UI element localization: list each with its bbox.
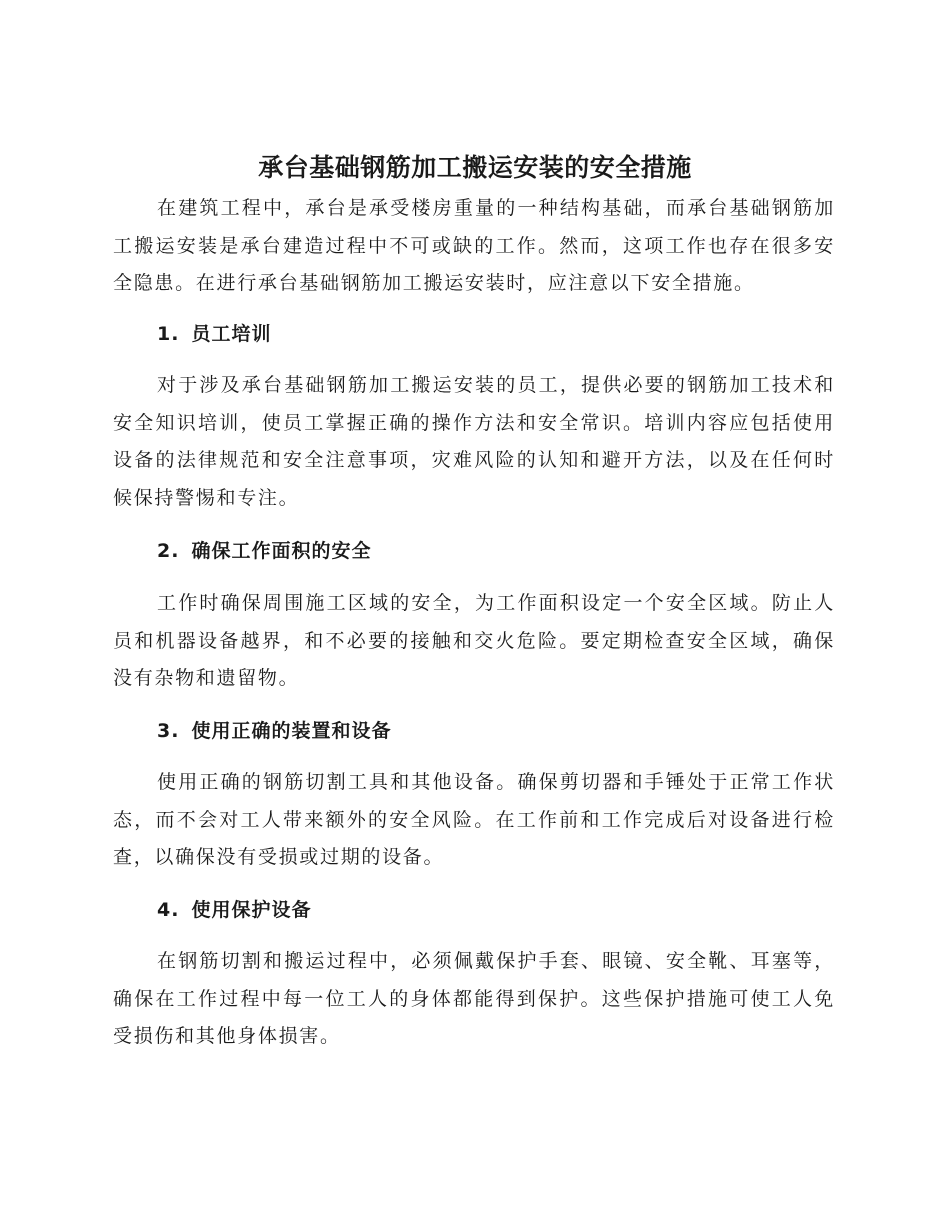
section-number: 3.: [157, 720, 180, 742]
section-body-3: 使用正确的钢筋切割工具和其他设备。确保剪切器和手锤处于正常工作状态，而不会对工人带来额外的安全风险。在工作前和工作完成后对设备进行检查，以确保没有受损或过期的设备。: [113, 771, 835, 868]
section-heading-2: [157, 536, 837, 566]
section-number: 4.: [157, 899, 180, 921]
section-number: 1.: [157, 323, 180, 345]
document-title: 承台基础钢筋加工搬运安装的安全措施: [258, 153, 692, 182]
section-body-2: 工作时确保周围施工区域的安全，为工作面积设定一个安全区域。防止人员和机器设备越界，和不必要的接触和交火危险。要定期检查安全区域，确保没有杂物和遗留物。: [113, 592, 835, 689]
section-heading-4: [157, 895, 837, 925]
section-title: 确保工作面积的安全: [191, 540, 372, 562]
section-body-1: 对于涉及承台基础钢筋加工搬运安装的员工，提供必要的钢筋加工技术和安全知识培训，使员工掌握正确的操作方法和安全常识。培训内容应包括使用设备的法律规范和安全注意事项，灾难风险的认知和避开方法，以及在任何时候保持警惕和专注。: [113, 374, 835, 509]
section-number: 2.: [157, 540, 180, 562]
section-title: 使用保护设备: [191, 899, 312, 921]
intro-paragraph: 在建筑工程中，承台是承受楼房重量的一种结构基础，而承台基础钢筋加工搬运安装是承台建造过程中不可或缺的工作。然而，这项工作也存在很多安全隐患。在进行承台基础钢筋加工搬运安装时，应注意以下安全措施。: [113, 197, 835, 294]
section-title: 使用正确的装置和设备: [191, 720, 392, 742]
section-body-4: 在钢筋切割和搬运过程中，必须佩戴保护手套、眼镜、安全靴、耳塞等，确保在工作过程中每一位工人的身体都能得到保护。这些保护措施可使工人免受损伤和其他身体损害。: [113, 950, 835, 1047]
section-heading-3: [157, 716, 837, 746]
section-title: 员工培训: [191, 323, 272, 345]
section-heading-1: [157, 319, 837, 349]
